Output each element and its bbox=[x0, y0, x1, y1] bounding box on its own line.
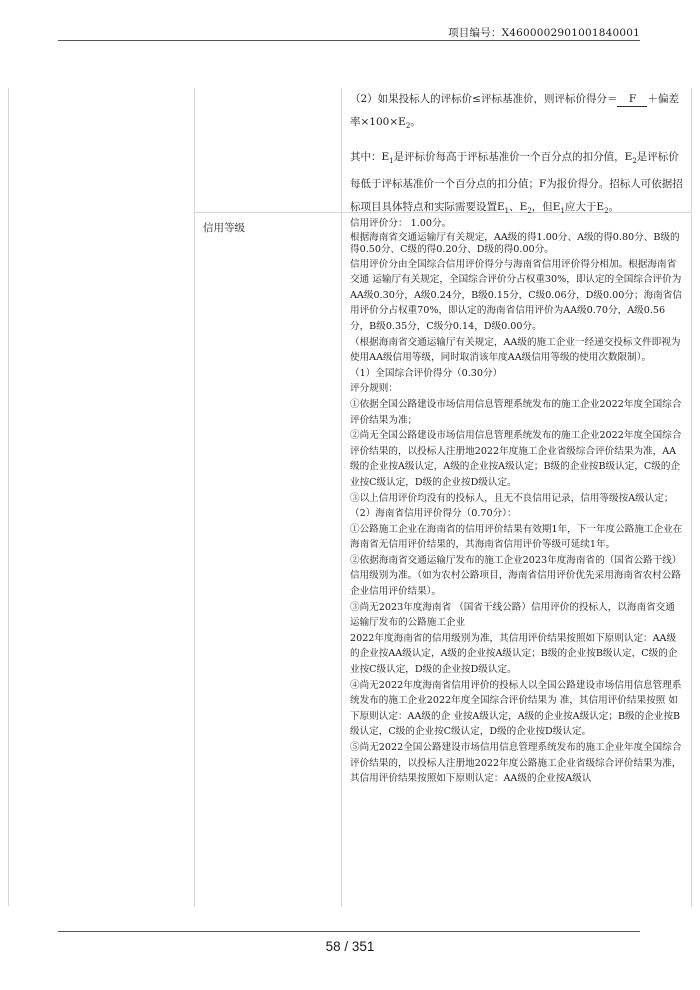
page-header bbox=[0, 0, 700, 40]
credit-line: ①依据全国公路建设市场信用信息管理系统发布的施工企业2022年度全国综合评价结果为准； bbox=[350, 398, 682, 426]
credit-rating-content bbox=[350, 216, 684, 787]
credit-line: 信用评价分： 1.00分。 bbox=[350, 218, 452, 229]
def-text: 是评标价每高于评标基准价一个百分点的扣分值，E bbox=[393, 151, 633, 164]
table-divider-1 bbox=[194, 88, 195, 906]
credit-line: ③以上信用评价均没有的投标人，且无不良信用记录，信用等级按A级认定； bbox=[350, 492, 674, 504]
formula-text: （2）如果投标人的评标价≤评标基准价，则评标价得分＝ bbox=[350, 93, 618, 105]
credit-line: 评分规则： bbox=[350, 383, 398, 395]
def-text: 应大于E bbox=[564, 201, 605, 214]
credit-line: 2022年度海南省的信用级别为准，其信用评价结果按照如下原则认定：AA级的企业按AA级认定，A级的企业按A级认定；B级的企业按B级认定，C级的企业按C级认定，D级的企业按D级认定。 bbox=[350, 632, 678, 676]
subscript: 2 bbox=[405, 122, 411, 131]
credit-line: ⑤尚无2022全国公路建设市场信用信息管理系统发布的施工企业年度全国综合评价结果的，以投标人注册地2022年度公路施工企业省级综合评价结果为准，其信用评价结果按照如下原则认定：AA级的企业按A级认 bbox=[350, 742, 682, 785]
credit-line: 根据海南省交通运输厅有关规定，AA级的得1.00分、A级的得0.80分、B级的得0.50分、C级的得0.20分、D级的得0.00分。 bbox=[350, 231, 680, 256]
credit-line: （2）海南省信用评价得分（0.70分）： bbox=[350, 508, 517, 520]
formula-end: 。 bbox=[410, 116, 421, 128]
credit-line: ②依据海南省交通运输厅发布的施工企业2023年度海南省的（国省公路干线）信用级别为准。（如为农村公路项目，海南省信用评价优先采用海南省农村公路企业信用评价结果）。 bbox=[350, 554, 682, 598]
footer-rule bbox=[58, 931, 640, 932]
def-text: 其中：E bbox=[350, 151, 390, 164]
credit-line: ③尚无2023年度海南省 （国省干线公路）信用评价的投标人，以海南省交通运输厅发布的公路施工企业 bbox=[350, 601, 675, 629]
subscript: 2 bbox=[604, 207, 609, 216]
table-divider-2 bbox=[341, 88, 342, 906]
definition-paragraph bbox=[350, 146, 684, 223]
subscript: 1 bbox=[504, 207, 510, 216]
header-rule bbox=[58, 40, 640, 41]
project-number: 项目编号：X4600002901001840001 bbox=[448, 27, 640, 39]
bid-price-formula-block bbox=[350, 88, 684, 223]
credit-line: ④尚无2022年度海南省信用评价的投标人以全国公路建设市场信用信息管理系统发布的施工企业2022年度全国综合评价结果为 准，其信用评价结果按照 如下原则认定：AA级的企 业按A级认定，A级的企业按A级认定；B级的企业按B级认定，C级的企业按C级认定，D级的企业按D级认定。 bbox=[350, 679, 682, 738]
def-text: 、E bbox=[509, 201, 528, 214]
formula-blank: F bbox=[617, 92, 647, 107]
page-number: 58 / 351 bbox=[325, 939, 375, 954]
credit-line: 信用评价分由全国综合信用评价得分与海南省信用评价得分相加。根据海南省交通 运输厅有关规定，全国综合评价分占权重30%，即认定的全国综合评价为AA级0.30分，A级0.24分，B级0.15分，C级0.06分，D级0.00分；海南省信用评价分占权重70%，即认定的海南省信用评价为AA级0.70分，A级0.56分，B级0.35分，C级分0.14，D级0.00分。 bbox=[350, 258, 682, 332]
subscript: 2 bbox=[527, 207, 532, 216]
credit-line: （1）全国综合评价得分（0.30分） bbox=[350, 367, 503, 379]
subscript: 1 bbox=[560, 207, 565, 216]
table-border-right bbox=[691, 88, 692, 906]
table-border-left bbox=[8, 88, 9, 906]
def-text: 。 bbox=[608, 201, 620, 214]
subscript: 2 bbox=[632, 157, 637, 166]
subscript: 1 bbox=[389, 157, 394, 166]
credit-line: （根据海南省交通运输厅有关规定，AA级的施工企业一经递交投标文件即视为使用AA级信用等级，同时取消该年度AA级信用等级的使用次数限制）。 bbox=[350, 336, 681, 364]
formula-text-b: ＋偏差率×100×E bbox=[350, 93, 679, 128]
scoring-table bbox=[0, 88, 700, 906]
credit-line: ①公路施工企业在海南省的信用评价结果有效期1年，下一年度公路施工企业在海南省无信用评价结果的，其海南省信用评价等级可延续1年。 bbox=[350, 523, 683, 551]
credit-rating-label: 信用等级 bbox=[203, 222, 245, 234]
def-text: ，但E bbox=[531, 201, 561, 214]
def-text: 是评标价每低于评标基准价一个百分点的扣分值；F为报价得分。招标人可依据招标项目具体特点和实际需要设置E bbox=[350, 151, 683, 214]
credit-line: ②尚无全国公路建设市场信用信息管理系统发布的施工企业2022年度全国综合评价结果的，以投标人注册地2022年度施工企业省级综合评价结果为准，AA级的企业按A级认定，A级的企业按A级认定；B级的企业按B级认定，C级的企业按C级认定，D级的企业按D级认定。 bbox=[350, 430, 682, 488]
formula-paragraph bbox=[350, 88, 684, 138]
